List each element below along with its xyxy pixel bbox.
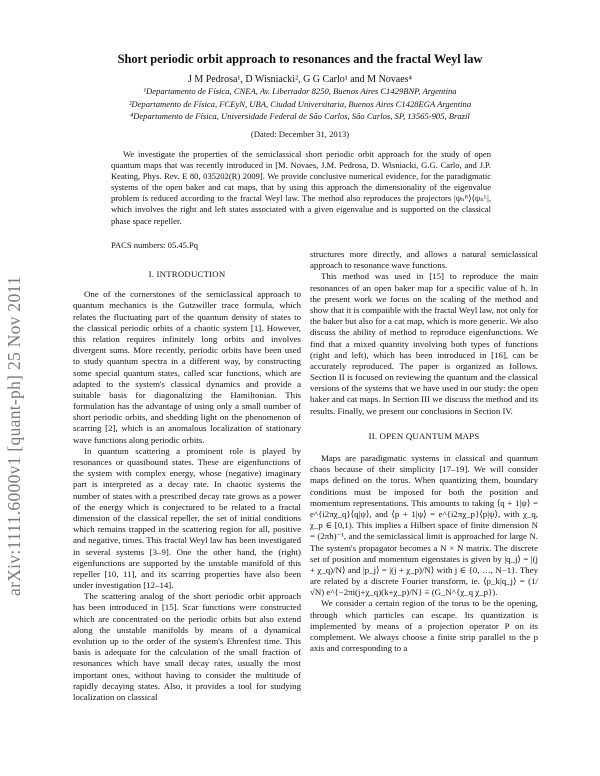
paragraph: Maps are paradigmatic systems in classical and quantum chaos because of their simplicity [17–19]. We will consider maps defined on the torus. When quantizing them, boundary conditions must be imposed for both the position and momentum representations. This amounts to taking ⟨q + 1|ψ⟩ = e^{i2πχ_q}⟨q|ψ⟩, and ⟨p + 1|ψ⟩ = e^{i2πχ_p}⟨p|ψ⟩, with χ_q, χ_p ∈ [0,1). This implies a Hilbert space of finite dimension N = (2πħ)⁻¹, and the semiclassical limit is approached for large N. The system's propagator becomes a N × N matrix. The discrete set of position and momentum eigenstates is given by |q_j⟩ = |(j + χ_q)/N⟩ and |p_j⟩ = |(j + χ_p)/N⟩ with j ∈ {0, …, N−1}. They are related by a discrete Fourier transform, ie. ⟨p_k|q_j⟩ = (1/√N) e^{−2πi(j+χ_q)(k+χ_p)/N} ≡ (G_N^{χ_q χ_p}). <box>310 453 538 598</box>
arxiv-identifier: arXiv:1111.6000v1 [quant-ph] 25 Nov 2011 <box>4 276 24 596</box>
paragraph: The scattering analog of the short periodic orbit approach has been introduced in [15]. Scar functions were constructed which are concentrated on the periodic orbits but also extend along the unstable manifolds by means of a dynamical evolution up to the order of the system's Ehrenfest time. This basis is adequate for the calculation of the small fraction of resonances which have small decay rates, usually the most important ones, without having to consider the multitude of rapidly decaying states. Also, it provides a tool for studying localization on classical <box>73 591 301 702</box>
author-list: J M Pedrosa¹, D Wisniacki², G G Carlo¹ and M Novaes⁴ <box>187 74 413 85</box>
paragraph: We consider a certain region of the torus to be the opening, through which particles can escape. Its quantization is implemented by means of a projection operator P on its complement. We always choose a finite strip parallel to the p axis and corresponding to a <box>310 598 538 654</box>
right-column <box>310 249 538 654</box>
abstract: We investigate the properties of the semiclassical short periodic orbit approach for the study of open quantum maps that was recently introduced in [M. Novaes, J.M. Pedrosa, D. Wisniacki, G.G. Carlo, and J.P. Keating, Phys. Rev. E 80, 035202(R) 2009]. We provide conclusive numerical evidence, for the paradigmatic systems of the open baker and cat maps, that by using this approach the dimensionality of the eigenvalue problem is reduced according to the fractal Weyl law. The method also reproduces the projectors |ψₙᴿ⟩⟨ψₙᴸ|, which involves the right and left states associated with a given eigenvalue and is supported on the classical phase space repeller. <box>111 149 491 226</box>
paragraph: One of the cornerstones of the semiclassical approach to quantum mechanics is the Gutzwiller trace formula, which relates the fluctuating part of the quantum density of states to the classical periodic orbits of a chaotic system [1]. However, this relation requires infinitely long orbits and involves divergent sums. More recently, periodic orbits have been used to study quantum spectra in a different way, by constructing some special quantum states, called scar functions, which are adapted to the system's classical dynamics and provide a suitable basis for diagonalizing the Hamiltonian. This formulation has the advantage of using only a small number of short periodic orbits, and shedding light on the phenomenon of scarring [2], which is an anomalous localization of stationary wave functions along periodic orbits. <box>73 289 301 445</box>
date-line: (Dated: December 31, 2013) <box>250 129 350 139</box>
affiliation-3: ⁴Departamento de Física, Universidade Federal de São Carlos, São Carlos, SP, 13565-905, Brazil <box>130 111 470 121</box>
section-heading-open-quantum-maps: II. OPEN QUANTUM MAPS <box>368 430 480 441</box>
section-heading-introduction: I. INTRODUCTION <box>148 269 226 279</box>
affiliation-1: ¹Departamento de Física, CNEA, Av. Libertador 8250, Buenos Aires C1429BNP, Argentina <box>143 86 457 96</box>
paragraph: structures more directly, and allows a natural semiclassical approach to resonance wave functions. <box>310 249 538 271</box>
paragraph: In quantum scattering a prominent role is played by resonances or quasibound states. These are eigenfunctions of the system with complex energy, whose (negative) imaginary part is interpreted as a decay rate. In chaotic systems the number of states with a prescribed decay rate grows as a power of the energy which is conjectured to be related to a fractal dimension of the classical repeller, the set of initial conditions which remains trapped in the scattering region for all, positive and negative, times. This fractal Weyl law has been investigated in several systems [3–9]. One the other hand, the (right) eigenfunctions are supported by the unstable manifold of this repeller [10, 11], and its scarring properties have also been under investigation [12–14]. <box>73 445 301 591</box>
affiliation-2: ²Departamento de Física, FCEyN, UBA, Ciudad Universitaria, Buenos Aires C1428EGA Argentina <box>128 99 472 109</box>
paragraph: This method was used in [15] to reproduce the main resonances of an open baker map for a specific value of ħ. In the present work we focus on the scaling of the method and show that it is compatible with the fractal Weyl law, not only for the baker but also for a cat map, which is more generic. We also discuss the ability of method to reproduce eigenfunctions. We find that a mixed quantity involving both types of functions (right and left), which has been introduced in [16], can be accurately reproduced. The paper is organized as follows. Section II is focused on reviewing the quantum and the classical versions of the systems that we have used in our study: the open baker and cat maps. In Section III we discuss the method and its results. Finally, we present our conclusions in Section IV. <box>310 271 538 416</box>
pacs-numbers: PACS numbers: 05.45.Pq <box>111 240 199 250</box>
paper-title: Short periodic orbit approach to resonances and the fractal Weyl law <box>117 52 483 66</box>
left-column <box>73 246 301 703</box>
